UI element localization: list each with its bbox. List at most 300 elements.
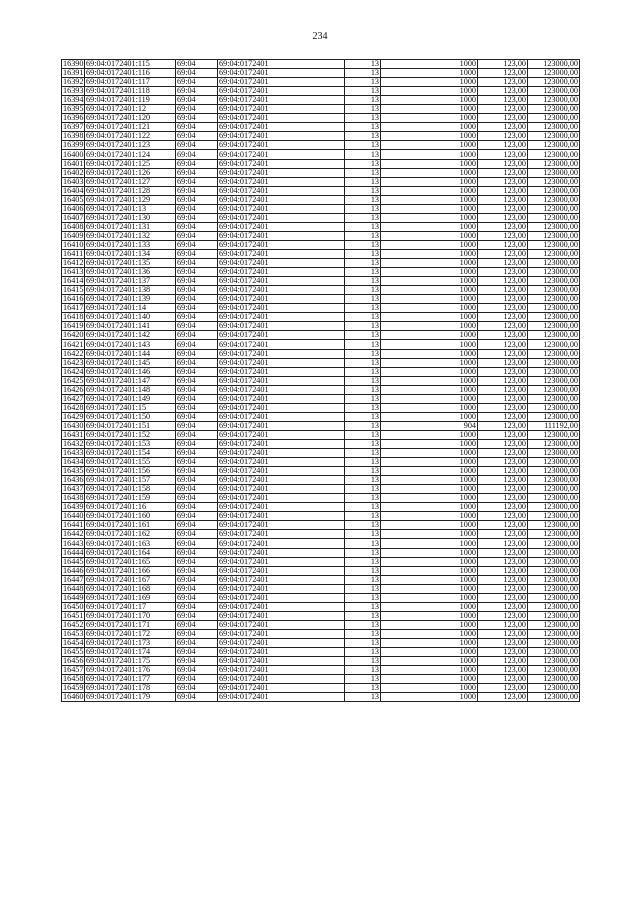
area-cell: 1000: [381, 557, 478, 566]
table-row: [62, 69, 580, 78]
table-row: [62, 177, 580, 186]
area-cell: 1000: [381, 96, 478, 105]
cadastral-number-cell: 69:04:0172401:148: [85, 385, 176, 394]
cadastral-number-cell: 69:04:0172401:119: [85, 96, 176, 105]
category-code-cell: 13: [345, 648, 381, 657]
specific-value-cell: 123,00: [478, 358, 528, 367]
district-code-cell: 69:04: [176, 629, 218, 638]
area-cell: 1000: [381, 114, 478, 123]
specific-value-cell: 123,00: [478, 150, 528, 159]
row-number-cell: 16426: [63, 385, 84, 394]
category-code-cell: 13: [345, 611, 381, 620]
table-row: [62, 213, 580, 222]
cadastral-value-cell: 123000,00: [528, 177, 580, 186]
cadastral-number-cell: 69:04:0172401:123: [85, 141, 176, 150]
district-code-cell: 69:04: [176, 557, 218, 566]
cadastral-number-cell: 69:04:0172401:122: [85, 132, 176, 141]
category-code-cell: 13: [345, 430, 381, 439]
table-row: [62, 304, 580, 313]
table-row: [62, 87, 580, 96]
cadastral-value-cell: 123000,00: [528, 385, 580, 394]
cadastral-quarter-cell: 69:04:0172401: [218, 503, 345, 512]
area-cell: 1000: [381, 231, 478, 240]
category-code-cell: 13: [345, 376, 381, 385]
district-code-cell: 69:04: [176, 204, 218, 213]
area-cell: 1000: [381, 249, 478, 258]
cadastral-number-cell: 69:04:0172401:160: [85, 512, 176, 521]
row-number-cell: 16405: [63, 195, 84, 204]
cadastral-number-cell: 69:04:0172401:179: [85, 693, 176, 702]
area-cell: 1000: [381, 602, 478, 611]
specific-value-cell: 123,00: [478, 439, 528, 448]
row-number-cell: 16447: [63, 575, 84, 584]
area-cell: 1000: [381, 449, 478, 458]
row-number-cell: 16438: [63, 493, 84, 503]
cadastral-quarter-cell: 69:04:0172401: [218, 105, 345, 114]
row-number-cell: 16442: [63, 529, 84, 539]
cadastral-quarter-cell: 69:04:0172401: [218, 521, 345, 530]
category-code-cell: 13: [345, 60, 381, 69]
table-row: [62, 512, 580, 521]
area-cell: 1000: [381, 548, 478, 557]
table-row: [62, 684, 580, 693]
cadastral-number-cell: 69:04:0172401:126: [85, 168, 176, 177]
cadastral-number-cell: 69:04:0172401:117: [85, 78, 176, 87]
row-number-cell: 16421: [63, 339, 84, 349]
category-code-cell: 13: [345, 403, 381, 412]
cadastral-quarter-cell: 69:04:0172401: [218, 485, 345, 494]
table-row: [62, 639, 580, 648]
cadastral-number-cell: 69:04:0172401:131: [85, 222, 176, 231]
specific-value-cell: 123,00: [478, 204, 528, 213]
row-number-cell: 16451: [63, 611, 84, 620]
specific-value-cell: 123,00: [478, 259, 528, 268]
category-code-cell: 13: [345, 666, 381, 675]
row-number-cell: 16428: [63, 403, 84, 412]
specific-value-cell: 123,00: [478, 385, 528, 394]
cadastral-value-cell: 123000,00: [528, 322, 580, 331]
table-row: [62, 331, 580, 340]
row-number-cell: 16413: [63, 267, 84, 277]
cadastral-quarter-cell: 69:04:0172401: [218, 204, 345, 213]
table-row: [62, 439, 580, 448]
cadastral-quarter-cell: 69:04:0172401: [218, 611, 345, 620]
area-cell: 1000: [381, 666, 478, 675]
cadastral-number-cell: 69:04:0172401:149: [85, 394, 176, 403]
cadastral-quarter-cell: 69:04:0172401: [218, 629, 345, 638]
cadastral-quarter-cell: 69:04:0172401: [218, 331, 345, 340]
category-code-cell: 13: [345, 123, 381, 132]
district-code-cell: 69:04: [176, 177, 218, 186]
district-code-cell: 69:04: [176, 141, 218, 150]
area-cell: 1000: [381, 485, 478, 494]
row-number-cell: 16398: [63, 131, 84, 141]
specific-value-cell: 123,00: [478, 530, 528, 539]
cadastral-number-cell: 69:04:0172401:169: [85, 593, 176, 602]
district-code-cell: 69:04: [176, 539, 218, 548]
table-row: [62, 430, 580, 439]
row-number-cell: 16456: [63, 656, 84, 666]
table-row: [62, 349, 580, 358]
specific-value-cell: 123,00: [478, 195, 528, 204]
specific-value-cell: 123,00: [478, 240, 528, 249]
table-row: [62, 114, 580, 123]
district-code-cell: 69:04: [176, 430, 218, 439]
table-row: [62, 548, 580, 557]
specific-value-cell: 123,00: [478, 629, 528, 638]
category-code-cell: 13: [345, 331, 381, 340]
row-number-cell: 16458: [63, 674, 84, 684]
cadastral-value-cell: 123000,00: [528, 331, 580, 340]
specific-value-cell: 123,00: [478, 557, 528, 566]
table-row: [62, 620, 580, 629]
row-number-cell: 16439: [63, 502, 84, 512]
cadastral-number-cell: 69:04:0172401:165: [85, 557, 176, 566]
cadastral-quarter-cell: 69:04:0172401: [218, 539, 345, 548]
category-code-cell: 13: [345, 349, 381, 358]
district-code-cell: 69:04: [176, 277, 218, 286]
row-number-cell: 16436: [63, 475, 84, 485]
cadastral-value-cell: 123000,00: [528, 367, 580, 376]
cadastral-number-cell: 69:04:0172401:174: [85, 648, 176, 657]
cadastral-number-cell: 69:04:0172401:135: [85, 259, 176, 268]
cadastral-number-cell: 69:04:0172401:143: [85, 340, 176, 349]
cadastral-quarter-cell: 69:04:0172401: [218, 222, 345, 231]
district-code-cell: 69:04: [176, 657, 218, 666]
cadastral-quarter-cell: 69:04:0172401: [218, 430, 345, 439]
area-cell: 1000: [381, 412, 478, 421]
cadastral-value-cell: 123000,00: [528, 87, 580, 96]
cadastral-value-cell: 123000,00: [528, 494, 580, 503]
district-code-cell: 69:04: [176, 213, 218, 222]
cadastral-quarter-cell: 69:04:0172401: [218, 186, 345, 195]
cadastral-quarter-cell: 69:04:0172401: [218, 458, 345, 467]
area-cell: 1000: [381, 512, 478, 521]
cadastral-number-cell: 69:04:0172401:138: [85, 286, 176, 295]
district-code-cell: 69:04: [176, 639, 218, 648]
district-code-cell: 69:04: [176, 666, 218, 675]
category-code-cell: 13: [345, 503, 381, 512]
cadastral-quarter-cell: 69:04:0172401: [218, 87, 345, 96]
cadastral-number-cell: 69:04:0172401:121: [85, 123, 176, 132]
cadastral-quarter-cell: 69:04:0172401: [218, 584, 345, 593]
cadastral-value-cell: 123000,00: [528, 684, 580, 693]
table-row: [62, 132, 580, 141]
category-code-cell: 13: [345, 557, 381, 566]
cadastral-quarter-cell: 69:04:0172401: [218, 530, 345, 539]
district-code-cell: 69:04: [176, 168, 218, 177]
cadastral-number-cell: 69:04:0172401:161: [85, 521, 176, 530]
cadastral-number-cell: 69:04:0172401:137: [85, 277, 176, 286]
area-cell: 1000: [381, 611, 478, 620]
table-row: [62, 503, 580, 512]
specific-value-cell: 123,00: [478, 277, 528, 286]
cadastral-quarter-cell: 69:04:0172401: [218, 177, 345, 186]
district-code-cell: 69:04: [176, 467, 218, 476]
category-code-cell: 13: [345, 186, 381, 195]
specific-value-cell: 123,00: [478, 430, 528, 439]
district-code-cell: 69:04: [176, 313, 218, 322]
cadastral-quarter-cell: 69:04:0172401: [218, 286, 345, 295]
row-number-cell: 16444: [63, 548, 84, 557]
specific-value-cell: 123,00: [478, 657, 528, 666]
cadastral-quarter-cell: 69:04:0172401: [218, 141, 345, 150]
cadastral-quarter-cell: 69:04:0172401: [218, 231, 345, 240]
specific-value-cell: 123,00: [478, 123, 528, 132]
cadastral-quarter-cell: 69:04:0172401: [218, 78, 345, 87]
category-code-cell: 13: [345, 268, 381, 277]
specific-value-cell: 123,00: [478, 313, 528, 322]
cadastral-quarter-cell: 69:04:0172401: [218, 322, 345, 331]
cadastral-quarter-cell: 69:04:0172401: [218, 268, 345, 277]
category-code-cell: 13: [345, 593, 381, 602]
area-cell: 904: [381, 421, 478, 430]
table-row: [62, 322, 580, 331]
table-row: [62, 159, 580, 168]
area-cell: 1000: [381, 521, 478, 530]
area-cell: 1000: [381, 503, 478, 512]
row-number-cell: 16429: [63, 412, 84, 421]
area-cell: 1000: [381, 403, 478, 412]
specific-value-cell: 123,00: [478, 60, 528, 69]
cadastral-number-cell: 69:04:0172401:153: [85, 439, 176, 448]
row-number-cell: 16455: [63, 647, 84, 657]
category-code-cell: 13: [345, 575, 381, 584]
table-row: [62, 648, 580, 657]
row-number-cell: 16403: [63, 177, 84, 186]
specific-value-cell: 123,00: [478, 69, 528, 78]
district-code-cell: 69:04: [176, 87, 218, 96]
category-code-cell: 13: [345, 240, 381, 249]
cadastral-quarter-cell: 69:04:0172401: [218, 376, 345, 385]
cadastral-value-cell: 123000,00: [528, 150, 580, 159]
category-code-cell: 13: [345, 177, 381, 186]
district-code-cell: 69:04: [176, 675, 218, 684]
category-code-cell: 13: [345, 168, 381, 177]
category-code-cell: 13: [345, 96, 381, 105]
district-code-cell: 69:04: [176, 403, 218, 412]
area-cell: 1000: [381, 159, 478, 168]
specific-value-cell: 123,00: [478, 412, 528, 421]
cadastral-value-table: [61, 59, 580, 702]
cadastral-number-cell: 69:04:0172401:115: [85, 60, 176, 69]
area-cell: 1000: [381, 539, 478, 548]
table-row: [62, 403, 580, 412]
category-code-cell: 13: [345, 295, 381, 304]
district-code-cell: 69:04: [176, 584, 218, 593]
cadastral-number-cell: 69:04:0172401:150: [85, 412, 176, 421]
cadastral-number-cell: 69:04:0172401:178: [85, 684, 176, 693]
district-code-cell: 69:04: [176, 259, 218, 268]
specific-value-cell: 123,00: [478, 485, 528, 494]
area-cell: 1000: [381, 657, 478, 666]
table-row: [62, 593, 580, 602]
row-number-cell: 16417: [63, 303, 84, 313]
cadastral-value-cell: 123000,00: [528, 449, 580, 458]
cadastral-value-cell: 123000,00: [528, 268, 580, 277]
cadastral-number-cell: 69:04:0172401:134: [85, 249, 176, 258]
cadastral-value-cell: 123000,00: [528, 204, 580, 213]
cadastral-quarter-cell: 69:04:0172401: [218, 593, 345, 602]
cadastral-quarter-cell: 69:04:0172401: [218, 476, 345, 485]
cadastral-value-cell: 123000,00: [528, 584, 580, 593]
row-number-cell: 16435: [63, 466, 84, 476]
cadastral-quarter-cell: 69:04:0172401: [218, 240, 345, 249]
table-row: [62, 657, 580, 666]
specific-value-cell: 123,00: [478, 340, 528, 349]
table-row: [62, 249, 580, 258]
area-cell: 1000: [381, 60, 478, 69]
cadastral-value-cell: 123000,00: [528, 403, 580, 412]
category-code-cell: 13: [345, 313, 381, 322]
row-number-cell: 16423: [63, 358, 84, 367]
specific-value-cell: 123,00: [478, 602, 528, 611]
row-number-cell: 16406: [63, 204, 84, 213]
cadastral-value-cell: 123000,00: [528, 277, 580, 286]
cadastral-number-cell: 69:04:0172401:159: [85, 494, 176, 503]
row-number-cell: 16416: [63, 294, 84, 304]
table-row: [62, 566, 580, 575]
cadastral-value-cell: 123000,00: [528, 566, 580, 575]
cadastral-value-cell: 123000,00: [528, 430, 580, 439]
cadastral-value-cell: 123000,00: [528, 485, 580, 494]
cadastral-number-cell: 69:04:0172401:133: [85, 240, 176, 249]
table-row: [62, 286, 580, 295]
specific-value-cell: 123,00: [478, 331, 528, 340]
cadastral-number-cell: 69:04:0172401:14: [85, 304, 176, 313]
specific-value-cell: 123,00: [478, 322, 528, 331]
specific-value-cell: 123,00: [478, 268, 528, 277]
specific-value-cell: 123,00: [478, 168, 528, 177]
category-code-cell: 13: [345, 530, 381, 539]
area-cell: 1000: [381, 240, 478, 249]
specific-value-cell: 123,00: [478, 521, 528, 530]
cadastral-quarter-cell: 69:04:0172401: [218, 548, 345, 557]
cadastral-value-cell: 123000,00: [528, 249, 580, 258]
cadastral-value-cell: 123000,00: [528, 548, 580, 557]
district-code-cell: 69:04: [176, 503, 218, 512]
cadastral-quarter-cell: 69:04:0172401: [218, 358, 345, 367]
area-cell: 1000: [381, 458, 478, 467]
district-code-cell: 69:04: [176, 648, 218, 657]
area-cell: 1000: [381, 439, 478, 448]
cadastral-number-cell: 69:04:0172401:140: [85, 313, 176, 322]
area-cell: 1000: [381, 648, 478, 657]
cadastral-value-cell: 123000,00: [528, 69, 580, 78]
specific-value-cell: 123,00: [478, 666, 528, 675]
district-code-cell: 69:04: [176, 340, 218, 349]
cadastral-quarter-cell: 69:04:0172401: [218, 313, 345, 322]
table-row: [62, 611, 580, 620]
area-cell: 1000: [381, 639, 478, 648]
district-code-cell: 69:04: [176, 412, 218, 421]
category-code-cell: 13: [345, 150, 381, 159]
row-number-cell: 16396: [63, 113, 84, 123]
category-code-cell: 13: [345, 684, 381, 693]
specific-value-cell: 123,00: [478, 213, 528, 222]
table-row: [62, 666, 580, 675]
specific-value-cell: 123,00: [478, 458, 528, 467]
cadastral-value-cell: 123000,00: [528, 629, 580, 638]
specific-value-cell: 123,00: [478, 159, 528, 168]
row-number-cell: 16390: [63, 59, 84, 69]
table-row: [62, 295, 580, 304]
specific-value-cell: 123,00: [478, 575, 528, 584]
row-number-cell: 16402: [63, 168, 84, 177]
specific-value-cell: 123,00: [478, 421, 528, 430]
cadastral-value-cell: 123000,00: [528, 141, 580, 150]
table-row: [62, 60, 580, 69]
table-row: [62, 394, 580, 403]
table-row: [62, 277, 580, 286]
area-cell: 1000: [381, 530, 478, 539]
area-cell: 1000: [381, 467, 478, 476]
category-code-cell: 13: [345, 222, 381, 231]
category-code-cell: 13: [345, 539, 381, 548]
area-cell: 1000: [381, 277, 478, 286]
category-code-cell: 13: [345, 629, 381, 638]
district-code-cell: 69:04: [176, 575, 218, 584]
cadastral-value-cell: 123000,00: [528, 159, 580, 168]
area-cell: 1000: [381, 168, 478, 177]
cadastral-number-cell: 69:04:0172401:155: [85, 458, 176, 467]
specific-value-cell: 123,00: [478, 349, 528, 358]
area-cell: 1000: [381, 204, 478, 213]
district-code-cell: 69:04: [176, 512, 218, 521]
area-cell: 1000: [381, 394, 478, 403]
row-number-cell: 16400: [63, 149, 84, 159]
specific-value-cell: 123,00: [478, 639, 528, 648]
table-row: [62, 376, 580, 385]
area-cell: 1000: [381, 123, 478, 132]
cadastral-value-cell: 123000,00: [528, 304, 580, 313]
cadastral-quarter-cell: 69:04:0172401: [218, 639, 345, 648]
cadastral-number-cell: 69:04:0172401:139: [85, 295, 176, 304]
cadastral-value-cell: 123000,00: [528, 123, 580, 132]
cadastral-quarter-cell: 69:04:0172401: [218, 277, 345, 286]
category-code-cell: 13: [345, 566, 381, 575]
cadastral-value-cell: 123000,00: [528, 539, 580, 548]
cadastral-number-cell: 69:04:0172401:175: [85, 657, 176, 666]
district-code-cell: 69:04: [176, 159, 218, 168]
cadastral-number-cell: 69:04:0172401:176: [85, 666, 176, 675]
cadastral-quarter-cell: 69:04:0172401: [218, 96, 345, 105]
cadastral-value-cell: 123000,00: [528, 340, 580, 349]
cadastral-value-cell: 123000,00: [528, 503, 580, 512]
cadastral-number-cell: 69:04:0172401:168: [85, 584, 176, 593]
row-number-cell: 16432: [63, 439, 84, 449]
table-row: [62, 412, 580, 421]
district-code-cell: 69:04: [176, 548, 218, 557]
cadastral-number-cell: 69:04:0172401:157: [85, 476, 176, 485]
row-number-cell: 16460: [63, 692, 84, 702]
table-row: [62, 150, 580, 159]
cadastral-number-cell: 69:04:0172401:152: [85, 430, 176, 439]
specific-value-cell: 123,00: [478, 693, 528, 702]
table-row: [62, 340, 580, 349]
table-row: [62, 78, 580, 87]
category-code-cell: 13: [345, 439, 381, 448]
cadastral-value-cell: 123000,00: [528, 231, 580, 240]
category-code-cell: 13: [345, 657, 381, 666]
district-code-cell: 69:04: [176, 566, 218, 575]
area-cell: 1000: [381, 87, 478, 96]
district-code-cell: 69:04: [176, 78, 218, 87]
area-cell: 1000: [381, 322, 478, 331]
row-number-cell: 16425: [63, 376, 84, 385]
district-code-cell: 69:04: [176, 105, 218, 114]
table-row: [62, 268, 580, 277]
